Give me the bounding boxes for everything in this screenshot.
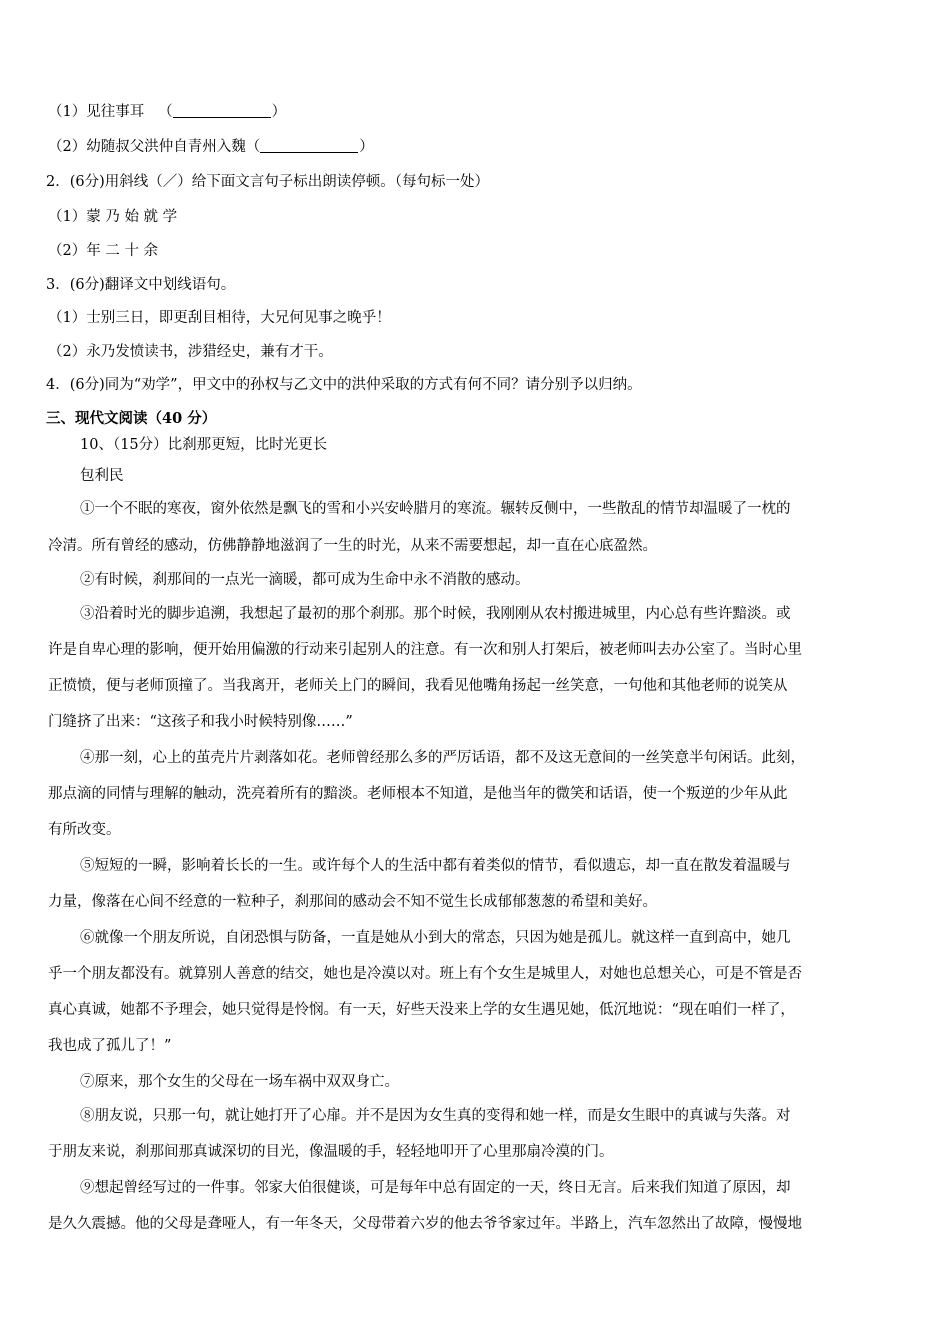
paragraph-4-line-2: 那点滴的同情与理解的触动，洗亮着所有的黯淡。老师根本不知道，是他当年的微笑和话语，使一个叛逆的少年从此 [48, 786, 788, 802]
paragraph-6-line-3: 真心真诚，她都不予理会，她只觉得是怜悯。有一天，好些天没来上学的女生遇见她，低沉地说：“现在咱们一样了， [48, 1002, 795, 1018]
q1-item-2 [48, 137, 910, 157]
paragraph-6-line-2: 乎一个朋友都没有。就算别人善意的结交，她也是冷漠以对。班上有个女生是城里人，对她也总想关心，可是不管是否 [48, 966, 802, 982]
q1-item-1-answer-blank[interactable] [173, 104, 271, 118]
q1-item-2-close: ） [359, 139, 374, 155]
q3-item-2: （2）永乃发愤读书，涉猎经史，兼有才干。 [48, 344, 333, 360]
paragraph-3-line-3: 正愤愤，便与老师顶撞了。当我离开，老师关上门的瞬间，我看见他嘴角扬起一丝笑意，一句他和其他老师的说笑从 [48, 678, 788, 694]
q3-item-1: （1）士别三日，即更刮目相待，大兄何见事之晚乎！ [48, 310, 391, 326]
q2-item-2: （2）年 二 十 余 [48, 243, 159, 259]
q1-item-2-answer-blank[interactable] [260, 139, 358, 153]
q1-item-1-label: （1）见往事耳 [48, 104, 145, 120]
paragraph-1-line-1: ①一个不眠的寒夜，窗外依然是飘飞的雪和小兴安岭腊月的寒流。辗转反侧中，一些散乱的情节却温暖了一枕的 [80, 501, 791, 517]
article-author: 包利民 [80, 468, 124, 484]
paragraph-3-line-1: ③沿着时光的脚步追溯，我想起了最初的那个刹那。那个时候，我刚刚从农村搬进城里，内心总有些许黯淡。或 [80, 606, 791, 622]
paragraph-8-line-1: ⑧朋友说，只那一句，就让她打开了心扉。并不是因为女生真的变得和她一样，而是女生眼中的真诚与失落。对 [80, 1108, 791, 1124]
q2-item-1: （1）蒙 乃 始 就 学 [48, 209, 178, 225]
section3-heading: 三、现代文阅读（40 分） [46, 410, 217, 427]
q1-item-2-open: （ [245, 139, 261, 155]
paragraph-4-line-3: 有所改变。 [48, 822, 121, 838]
q1-item-1-close: ） [271, 104, 287, 120]
paragraph-3-line-2: 许是自卑心理的影响，便开始用偏激的行动来引起别人的注意。有一次和别人打架后，被老师叫去办公室了。当时心里 [48, 642, 802, 658]
paragraph-9-line-1: ⑨想起曾经写过的一件事。邻家大伯很健谈，可是每年中总有固定的一天，终日无言。后来我们知道了原因，却 [80, 1180, 791, 1196]
paragraph-4-line-1: ④那一刻，心上的茧壳片片剥落如花。老师曾经那么多的严厉话语，都不及这无意间的一丝笑意半句闲话。此刻， [80, 750, 805, 766]
paragraph-1-line-2: 冷清。所有曾经的感动，仿佛静静地滋润了一生的时光，从来不需要想起，却一直在心底盈然。 [48, 538, 657, 554]
q1-item-1-open: （ [158, 104, 173, 120]
paragraph-2-line-1: ②有时候，刹那间的一点光一滴暖，都可成为生命中永不消散的感动。 [80, 572, 530, 588]
paragraph-6-line-4: 我也成了孤儿了！” [48, 1038, 172, 1054]
q4-title: 4．(6分)同为“劝学”，甲文中的孙权与乙文中的洪仲采取的方式有何不同？请分别予以归纳。 [46, 377, 642, 393]
paragraph-5-line-1: ⑤短短的一瞬，影响着长长的一生。或许每个人的生活中都有着类似的情节，看似遗忘，却一直在散发着温暖与 [80, 858, 791, 874]
paragraph-3-line-4: 门缝挤了出来：“这孩子和我小时候特别像……” [48, 714, 353, 730]
q1-item-1 [48, 102, 910, 122]
q2-title: 2．(6分)用斜线（／）给下面文言句子标出朗读停顿。（每句标一处） [46, 174, 490, 190]
paragraph-7-line-1: ⑦原来，那个女生的父母在一场车祸中双双身亡。 [80, 1074, 399, 1090]
paragraph-9-line-2: 是久久震撼。他的父母是聋哑人，有一年冬天，父母带着六岁的他去爷爷家过年。半路上，汽车忽然出了故障，慢慢地 [48, 1216, 802, 1232]
paragraph-5-line-2: 力量，像落在心间不经意的一粒种子，刹那间的感动会不知不觉生长成郁郁葱葱的希望和美好。 [48, 894, 657, 910]
q3-title: 3．(6分)翻译文中划线语句。 [46, 277, 236, 293]
q10-title: 10、（15分）比刹那更短，比时光更长 [80, 437, 328, 453]
paragraph-8-line-2: 于朋友来说，刹那间那真诚深切的目光，像温暖的手，轻轻地叩开了心里那扇冷漠的门。 [48, 1144, 614, 1160]
q1-item-2-label: （2）幼随叔父洪仲自青州入魏 [48, 139, 246, 155]
paragraph-6-line-1: ⑥就像一个朋友所说，自闭恐惧与防备，一直是她从小到大的常态，只因为她是孤儿。就这样一直到高中，她几 [80, 930, 791, 946]
